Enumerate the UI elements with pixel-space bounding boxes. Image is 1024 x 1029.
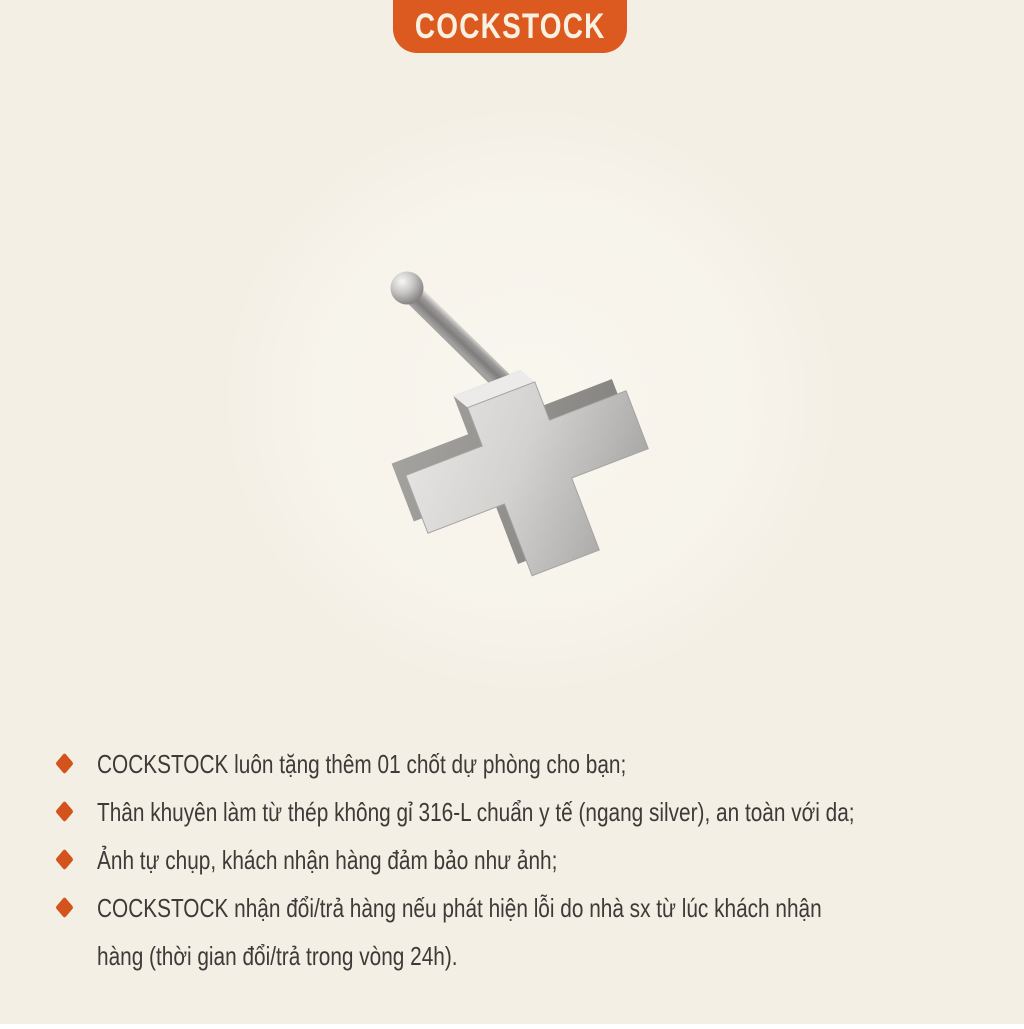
diamond-bullet-icon — [55, 897, 73, 919]
bullet-text: COCKSTOCK luôn tặng thêm 01 chốt dự phòng cho bạn; — [97, 749, 627, 779]
bullet-text: COCKSTOCK nhận đổi/trả hàng nếu phát hiện lỗi do nhà sx từ lúc khách nhận — [97, 893, 822, 923]
brand-logo-text: COCKSTOCK — [414, 6, 606, 46]
product-info-list — [56, 740, 1024, 980]
list-item — [56, 836, 1024, 884]
diamond-bullet-icon — [55, 849, 73, 871]
bullet-text: Thân khuyên làm từ thép không gỉ 316-L chuẩn y tế (ngang silver), an toàn với da; — [97, 797, 855, 827]
list-item — [56, 884, 1024, 980]
list-item — [56, 788, 1024, 836]
diamond-bullet-icon — [55, 753, 73, 775]
list-item — [56, 740, 1024, 788]
diamond-bullet-icon — [55, 801, 73, 823]
brand-banner — [393, 0, 627, 53]
bullet-text: hàng (thời gian đổi/trả trong vòng 24h). — [97, 941, 458, 971]
bullet-text: Ảnh tự chụp, khách nhận hàng đảm bảo như ảnh; — [97, 845, 558, 875]
